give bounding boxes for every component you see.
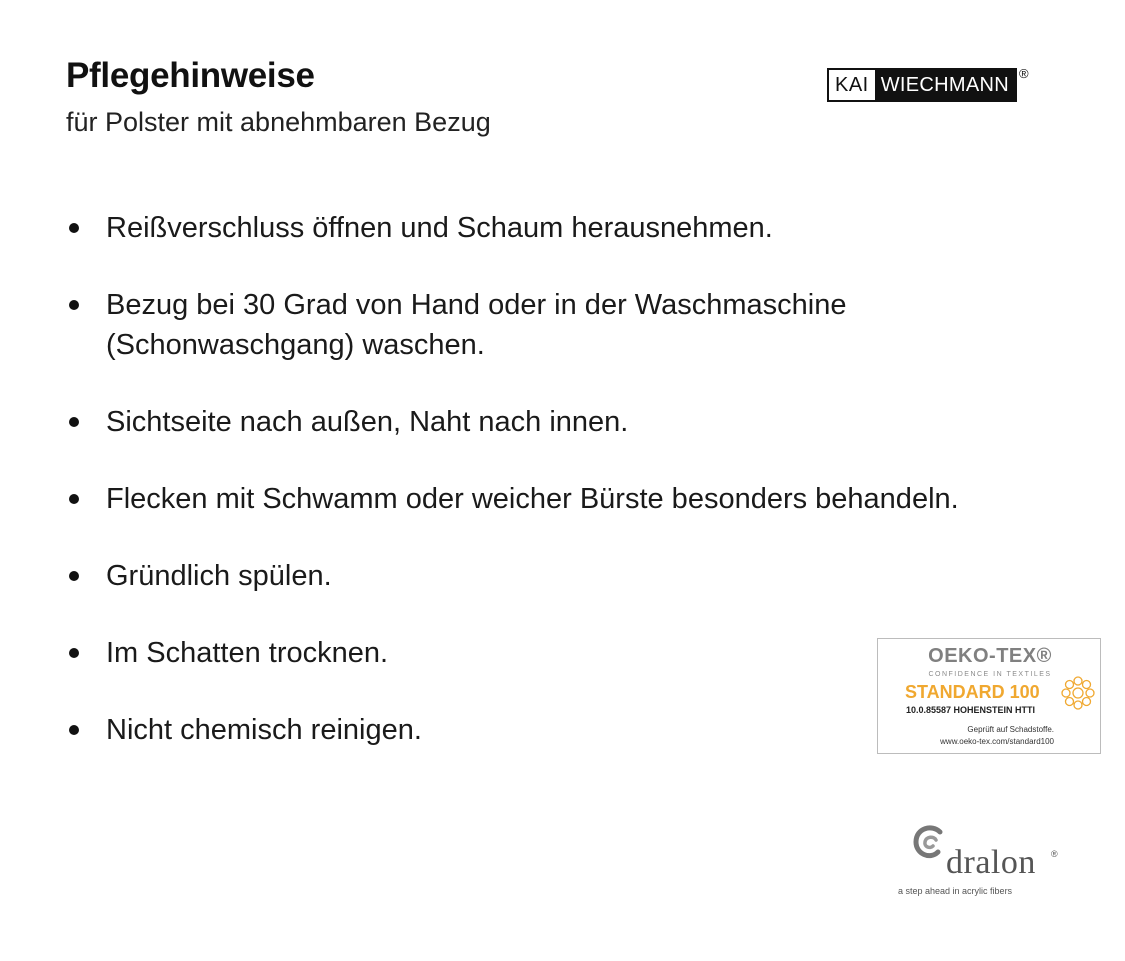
instruction-text-continued: (Schonwaschgang) waschen. [106,329,485,361]
oeko-tex-flower-icon [1058,673,1098,713]
oeko-tex-url: www.oeko-tex.com/standard100 [940,737,1054,746]
list-item [66,285,1026,365]
bullet-icon [69,648,79,658]
instruction-text: Im Schatten trocknen. [106,637,389,669]
dralon-wordmark: dralon [946,844,1036,881]
list-item [66,556,1026,596]
brand-box [827,68,1017,102]
oeko-tex-certificate-code: 10.0.85587 HOHENSTEIN HTTI [906,705,1036,715]
oeko-tex-title: OEKO-TEX® [928,645,1052,667]
instruction-text: Reißverschluss öffnen und Schaum herausnehmen. [106,212,773,244]
instruction-text: Flecken mit Schwamm oder weicher Bürste besonders behandeln. [106,483,959,515]
dralon-registered-mark: ® [1051,849,1058,859]
list-item [66,479,1026,519]
dralon-tagline: a step ahead in acrylic fibers [898,886,1013,896]
list-item [66,402,1026,442]
bullet-icon [69,300,79,310]
instruction-text: Sichtseite nach außen, Naht nach innen. [106,406,629,438]
page-subtitle: für Polster mit abnehmbaren Bezug [66,107,491,137]
brand-kai-text: KAI [829,70,875,100]
instruction-text: Nicht chemisch reinigen. [106,714,422,746]
oeko-tex-standard: STANDARD 100 [905,682,1040,702]
page-title: Pflegehinweise [66,56,315,95]
brand-registered-mark: ® [1019,66,1029,81]
oeko-tex-tested-note: Geprüft auf Schadstoffe. [967,725,1054,734]
bullet-icon [69,494,79,504]
instruction-text: Bezug bei 30 Grad von Hand oder in der Waschmaschine [106,289,847,321]
oeko-tex-label [877,638,1101,754]
brand-wiechmann-text: WIECHMANN [875,70,1015,100]
list-item [66,208,1026,248]
instruction-text: Gründlich spülen. [106,560,332,592]
bullet-icon [69,571,79,581]
bullet-icon [69,417,79,427]
oeko-tex-tagline: CONFIDENCE IN TEXTILES [928,671,1052,678]
bullet-icon [69,725,79,735]
kai-wiechmann-logo [827,68,1029,102]
dralon-logo [898,822,1068,902]
bullet-icon [69,223,79,233]
dralon-swirl-icon [910,822,950,866]
